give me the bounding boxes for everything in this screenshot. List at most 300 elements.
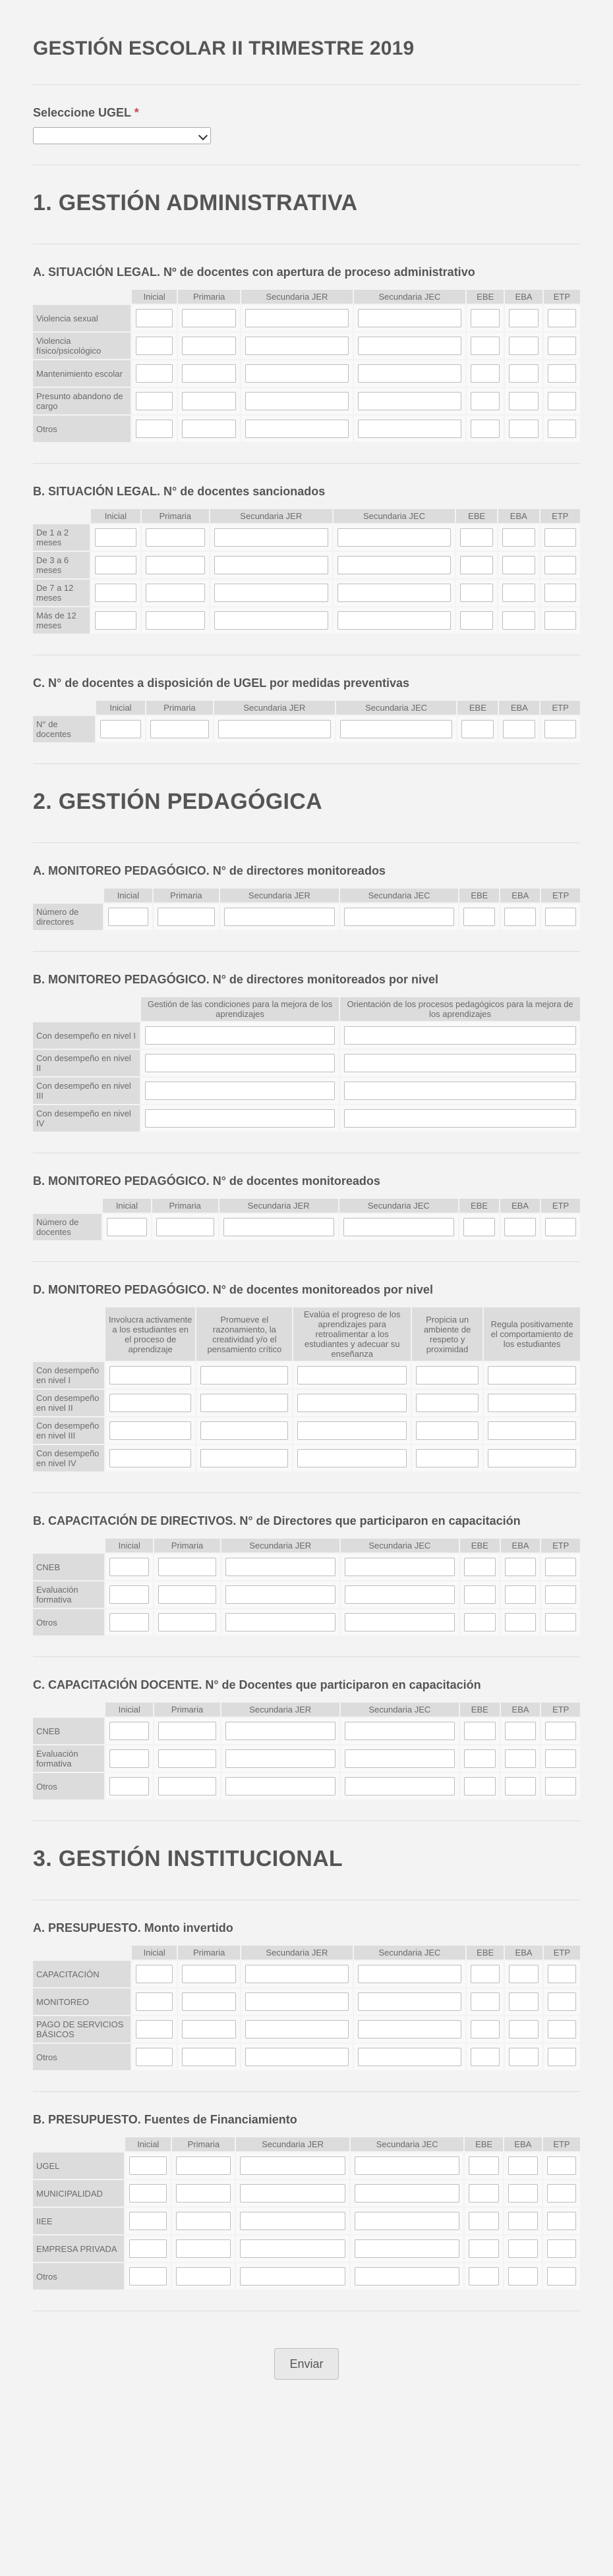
matrix-input[interactable] [548,364,576,383]
matrix-input[interactable] [182,2020,236,2039]
matrix-cell [293,1417,411,1444]
matrix-input[interactable] [509,2020,538,2039]
matrix-cell [241,1961,353,1987]
matrix-title: B. CAPACITACIÓN DE DIRECTIVOS. N° de Directores que participaron en capacitación [33,1514,521,1527]
matrix-cell [141,1105,339,1132]
matrix-input[interactable] [176,2267,231,2286]
matrix-input[interactable] [182,337,236,355]
matrix-input[interactable] [358,364,461,383]
matrix-input[interactable] [469,2156,498,2175]
matrix-input[interactable] [146,528,205,547]
matrix-cell [91,524,140,551]
matrix-input[interactable] [509,364,538,383]
row-label: Más de 12 meses [33,607,90,634]
matrix-input[interactable] [358,337,461,355]
matrix-input[interactable] [245,1992,349,2011]
matrix-input[interactable] [547,2239,576,2258]
matrix-input[interactable] [345,1777,455,1795]
matrix-input[interactable] [544,584,576,602]
matrix-input[interactable] [505,1558,537,1576]
matrix-input[interactable] [344,1082,576,1100]
matrix-title: B. SITUACIÓN LEGAL. N° de docentes sancionados [33,485,326,498]
matrix-input[interactable] [156,1218,214,1236]
matrix-input[interactable] [509,392,538,410]
matrix-cell [241,2044,353,2070]
matrix-input[interactable] [136,2020,173,2039]
matrix-input[interactable] [109,1722,149,1740]
matrix-input[interactable] [358,392,461,410]
matrix-input[interactable] [548,2048,576,2066]
column-header: Evalúa el progreso de los aprendizajes para retroalimentar a los estudiantes y adecuar su enseñanza [293,1307,411,1361]
matrix-input[interactable] [245,337,349,355]
matrix-input[interactable] [548,309,576,327]
matrix-input[interactable] [508,2212,538,2230]
matrix-cell [105,1362,195,1388]
matrix-input[interactable] [136,337,173,355]
matrix-input[interactable] [505,1722,537,1740]
matrix-cell [456,607,497,634]
matrix-input[interactable] [158,1749,216,1768]
matrix-input[interactable] [509,2048,538,2066]
matrix-input[interactable] [337,556,452,574]
matrix-cell [467,360,504,387]
matrix-input[interactable] [544,556,576,574]
matrix-input[interactable] [109,1558,149,1576]
matrix-input[interactable] [345,1749,455,1768]
matrix-cell [293,1390,411,1416]
matrix-input[interactable] [95,611,136,630]
matrix-input[interactable] [146,611,205,630]
matrix-header-row [33,1199,580,1213]
matrix-input[interactable] [182,364,236,383]
matrix-input[interactable] [200,1394,288,1412]
matrix-input[interactable] [460,584,493,602]
matrix-cell [241,416,353,442]
matrix-input[interactable] [344,1054,576,1072]
matrix-input[interactable] [548,337,576,355]
matrix-row [33,1773,580,1799]
matrix-input[interactable] [136,309,173,327]
column-header: EBA [501,1703,540,1716]
matrix-input[interactable] [95,556,136,574]
matrix-input[interactable] [463,1218,495,1236]
matrix-input[interactable] [109,1421,191,1440]
matrix-input[interactable] [129,2156,167,2175]
matrix-input[interactable] [503,720,535,738]
matrix-input[interactable] [182,1992,236,2011]
matrix-input[interactable] [505,1777,537,1795]
matrix-input[interactable] [416,1394,479,1412]
matrix-input[interactable] [355,2156,460,2175]
matrix-input[interactable] [358,309,461,327]
matrix-input[interactable] [463,908,495,926]
column-header: EBE [465,2137,502,2151]
matrix-input[interactable] [225,1613,336,1631]
matrix-input[interactable] [358,420,461,438]
matrix-header-row [33,1703,580,1716]
matrix-input[interactable] [464,1585,496,1604]
matrix-input[interactable] [343,1218,454,1236]
matrix-cell [505,2044,542,2070]
matrix-input[interactable] [176,2156,231,2175]
matrix-section [33,655,580,763]
matrix-input[interactable] [214,556,328,574]
matrix-input[interactable] [145,1026,335,1045]
matrix-cell [498,552,539,578]
matrix-input[interactable] [109,1585,149,1604]
matrix-input[interactable] [245,2020,349,2039]
matrix-input[interactable] [471,2020,500,2039]
matrix-cell [132,1961,177,1987]
matrix-input[interactable] [471,1965,500,1983]
column-header: ETP [541,1539,580,1552]
matrix-input[interactable] [136,420,173,438]
matrix-input[interactable] [145,1109,335,1128]
column-header: Inicial [104,889,152,902]
matrix-input[interactable] [109,1394,191,1412]
matrix-input[interactable] [245,420,349,438]
matrix-input[interactable] [416,1449,479,1467]
matrix-input[interactable] [182,1965,236,1983]
matrix-input[interactable] [182,420,236,438]
matrix-input[interactable] [158,1558,216,1576]
matrix-table [32,996,581,1133]
matrix-cell [543,2152,580,2179]
matrix-input[interactable] [471,392,500,410]
matrix-input[interactable] [548,392,576,410]
matrix-input[interactable] [297,1366,407,1384]
matrix-input[interactable] [544,611,576,630]
matrix-input[interactable] [129,2239,167,2258]
matrix-input[interactable] [509,1965,538,1983]
matrix-cell [141,1022,339,1049]
matrix-input[interactable] [218,720,331,738]
column-header: ETP [543,2137,580,2151]
matrix-input[interactable] [509,337,538,355]
matrix-input[interactable] [471,309,500,327]
matrix-input[interactable] [471,1992,500,2011]
matrix-input[interactable] [488,1449,576,1467]
matrix-input[interactable] [108,908,148,926]
column-header: Inicial [105,1703,153,1716]
column-header: Secundaria JEC [354,1946,465,1959]
matrix-input[interactable] [176,2184,231,2203]
column-header: Inicial [103,1199,151,1213]
matrix-cell [467,1961,504,1987]
matrix-input[interactable] [469,2212,498,2230]
matrix-input[interactable] [471,337,500,355]
matrix-cell [334,607,455,634]
matrix-input[interactable] [345,1558,455,1576]
matrix-input[interactable] [224,908,335,926]
matrix-input[interactable] [145,1054,335,1072]
matrix-input[interactable] [158,1722,216,1740]
matrix-input[interactable] [176,2212,231,2230]
matrix-input[interactable] [508,2239,538,2258]
matrix-input[interactable] [136,392,173,410]
matrix-cell [460,1718,500,1744]
matrix-input[interactable] [158,908,215,926]
matrix-input[interactable] [150,720,209,738]
matrix-input[interactable] [225,1558,336,1576]
matrix-cell [505,333,542,359]
matrix-input[interactable] [358,2048,461,2066]
matrix-input[interactable] [146,584,205,602]
matrix-cell [341,1609,459,1635]
matrix-cell [334,552,455,578]
matrix-input[interactable] [129,2212,167,2230]
matrix-input[interactable] [129,2267,167,2286]
matrix-input[interactable] [548,420,576,438]
row-label: Con desempeño en nivel III [33,1417,104,1444]
matrix-input[interactable] [464,1777,496,1795]
matrix-input[interactable] [502,528,535,547]
matrix-input[interactable] [548,1992,576,2011]
matrix-input[interactable] [355,2267,460,2286]
matrix-input[interactable] [471,2048,500,2066]
matrix-input[interactable] [502,611,535,630]
matrix-input[interactable] [544,528,576,547]
matrix-input[interactable] [358,1992,461,2011]
matrix-cell [540,607,580,634]
matrix-input[interactable] [545,1722,576,1740]
matrix-input[interactable] [337,611,452,630]
matrix-cell [501,1609,540,1635]
matrix-input[interactable] [109,1366,191,1384]
matrix-input[interactable] [95,584,136,602]
ugel-select[interactable] [33,127,211,144]
matrix-input[interactable] [545,1613,576,1631]
matrix-input[interactable] [240,2267,345,2286]
matrix-input[interactable] [464,1722,496,1740]
matrix-input[interactable] [548,1965,576,1983]
matrix-input[interactable] [471,420,500,438]
matrix-input[interactable] [245,364,349,383]
matrix-input[interactable] [547,2184,576,2203]
matrix-input[interactable] [345,1585,455,1604]
matrix-input[interactable] [146,556,205,574]
matrix-input[interactable] [344,1026,576,1045]
matrix-input[interactable] [337,528,452,547]
matrix-input[interactable] [505,1585,537,1604]
matrix-cell [105,1745,153,1772]
matrix-input[interactable] [107,1218,147,1236]
matrix-input[interactable] [545,908,576,926]
matrix-input[interactable] [109,1749,149,1768]
matrix-input[interactable] [200,1449,288,1467]
matrix-input[interactable] [129,2184,167,2203]
matrix-input[interactable] [545,1218,576,1236]
matrix-input[interactable] [158,1585,216,1604]
matrix-input[interactable] [545,1777,576,1795]
matrix-input[interactable] [509,420,538,438]
matrix-cell [105,1609,153,1635]
matrix-input[interactable] [136,1992,173,2011]
matrix-cell [132,305,177,331]
matrix-input[interactable] [544,720,576,738]
matrix-input[interactable] [245,309,349,327]
matrix-cell [501,1554,540,1580]
matrix-row [33,552,580,578]
matrix-input[interactable] [136,2048,173,2066]
matrix-input[interactable] [344,908,455,926]
matrix-input[interactable] [345,1722,455,1740]
matrix-input[interactable] [95,528,136,547]
matrix-input[interactable] [547,2267,576,2286]
matrix-input[interactable] [469,2267,498,2286]
matrix-input[interactable] [416,1366,479,1384]
matrix-cell [459,904,499,930]
matrix-input[interactable] [460,528,493,547]
matrix-cell [501,1745,540,1772]
matrix-cell [105,1417,195,1444]
matrix-input[interactable] [240,2184,345,2203]
matrix-input[interactable] [245,392,349,410]
matrix-input[interactable] [158,1613,216,1631]
submit-button[interactable]: Enviar [274,2348,339,2380]
matrix-input[interactable] [182,309,236,327]
matrix-input[interactable] [240,2156,345,2175]
column-header: EBE [460,1539,500,1552]
matrix-input[interactable] [545,1558,576,1576]
matrix-corner [33,2137,124,2151]
matrix-table [32,1197,581,1242]
matrix-input[interactable] [225,1749,336,1768]
matrix-input[interactable] [469,2239,498,2258]
matrix-input[interactable] [214,528,328,547]
matrix-header-row [33,509,580,523]
matrix-input[interactable] [225,1777,336,1795]
matrix-input[interactable] [416,1421,479,1440]
matrix-input[interactable] [136,1965,173,1983]
matrix-input[interactable] [182,392,236,410]
matrix-cell [125,2152,171,2179]
matrix-input[interactable] [345,1613,455,1631]
matrix-cell [334,524,455,551]
matrix-input[interactable] [505,1613,537,1631]
matrix-cell [354,1988,465,2015]
matrix-input[interactable] [508,2267,538,2286]
matrix-input[interactable] [245,2048,349,2066]
matrix-input[interactable] [225,1585,336,1604]
matrix-input[interactable] [145,1082,335,1100]
matrix-input[interactable] [355,2184,460,2203]
row-label: CNEB [33,1554,104,1580]
matrix-input[interactable] [340,720,453,738]
matrix-input[interactable] [337,584,452,602]
matrix-input[interactable] [136,364,173,383]
matrix-input[interactable] [502,556,535,574]
matrix-input[interactable] [358,2020,461,2039]
row-label: CNEB [33,1718,104,1744]
matrix-header-row [33,701,580,715]
matrix-input[interactable] [100,720,141,738]
matrix-input[interactable] [297,1421,407,1440]
matrix-input[interactable] [200,1421,288,1440]
matrix-input[interactable] [109,1777,149,1795]
matrix-input[interactable] [176,2239,231,2258]
matrix-input[interactable] [509,309,538,327]
matrix-cell [340,1050,580,1076]
matrix-input[interactable] [508,2184,538,2203]
matrix-input[interactable] [488,1421,576,1440]
matrix-cell [154,904,219,930]
matrix-input[interactable] [547,2156,576,2175]
matrix-title: C. N° de docentes a disposición de UGEL por medidas preventivas [33,676,410,690]
matrix-input[interactable] [545,1585,576,1604]
matrix-cell [105,1390,195,1416]
matrix-input[interactable] [223,1218,334,1236]
matrix-input[interactable] [548,2020,576,2039]
matrix-input[interactable] [225,1722,336,1740]
matrix-input[interactable] [469,2184,498,2203]
column-header: Primaria [172,2137,235,2151]
matrix-input[interactable] [200,1366,288,1384]
column-header: EBE [467,290,504,304]
matrix-input[interactable] [509,1992,538,2011]
column-header: Secundaria JER [214,701,335,715]
matrix-input[interactable] [460,611,493,630]
matrix-title: B. MONITOREO PEDAGÓGICO. N° de directores monitoreados por nivel [33,973,438,986]
column-header: Secundaria JEC [351,2137,464,2151]
matrix-input[interactable] [545,1749,576,1768]
matrix-cell [505,305,542,331]
matrix-input[interactable] [358,1965,461,1983]
matrix-input[interactable] [245,1965,349,1983]
matrix-input[interactable] [240,2239,345,2258]
matrix-input[interactable] [464,1613,496,1631]
column-header: Primaria [178,1946,240,1959]
matrix-input[interactable] [504,908,536,926]
matrix-input[interactable] [214,611,328,630]
matrix-input[interactable] [464,1558,496,1576]
matrix-input[interactable] [461,720,494,738]
matrix-input[interactable] [547,2212,576,2230]
matrix-input[interactable] [488,1366,576,1384]
matrix-input[interactable] [504,1218,536,1236]
matrix-input[interactable] [488,1394,576,1412]
matrix-cell [154,1745,219,1772]
row-label: UGEL [33,2152,124,2179]
matrix-input[interactable] [464,1749,496,1768]
matrix-input[interactable] [508,2156,538,2175]
matrix-row [33,580,580,606]
matrix-cell [501,1581,540,1608]
ugel-label [33,106,580,120]
column-header: Secundaria JER [221,1703,339,1716]
matrix-input[interactable] [297,1449,407,1467]
matrix-input[interactable] [355,2239,460,2258]
matrix-input[interactable] [344,1109,576,1128]
matrix-input[interactable] [505,1749,537,1768]
column-header: Gestión de las condiciones para la mejora de los aprendizajes [141,997,339,1021]
matrix-input[interactable] [297,1394,407,1412]
matrix-input[interactable] [355,2212,460,2230]
matrix-input[interactable] [471,364,500,383]
matrix-input[interactable] [182,2048,236,2066]
matrix-corner [33,1539,104,1552]
matrix-input[interactable] [109,1613,149,1631]
matrix-input[interactable] [109,1449,191,1467]
matrix-input[interactable] [214,584,328,602]
matrix-input[interactable] [502,584,535,602]
matrix-input[interactable] [240,2212,345,2230]
matrix-input[interactable] [460,556,493,574]
matrix-cell [334,580,455,606]
matrix-cell [543,2180,580,2206]
matrix-input[interactable] [158,1777,216,1795]
matrix-row [33,2208,580,2234]
